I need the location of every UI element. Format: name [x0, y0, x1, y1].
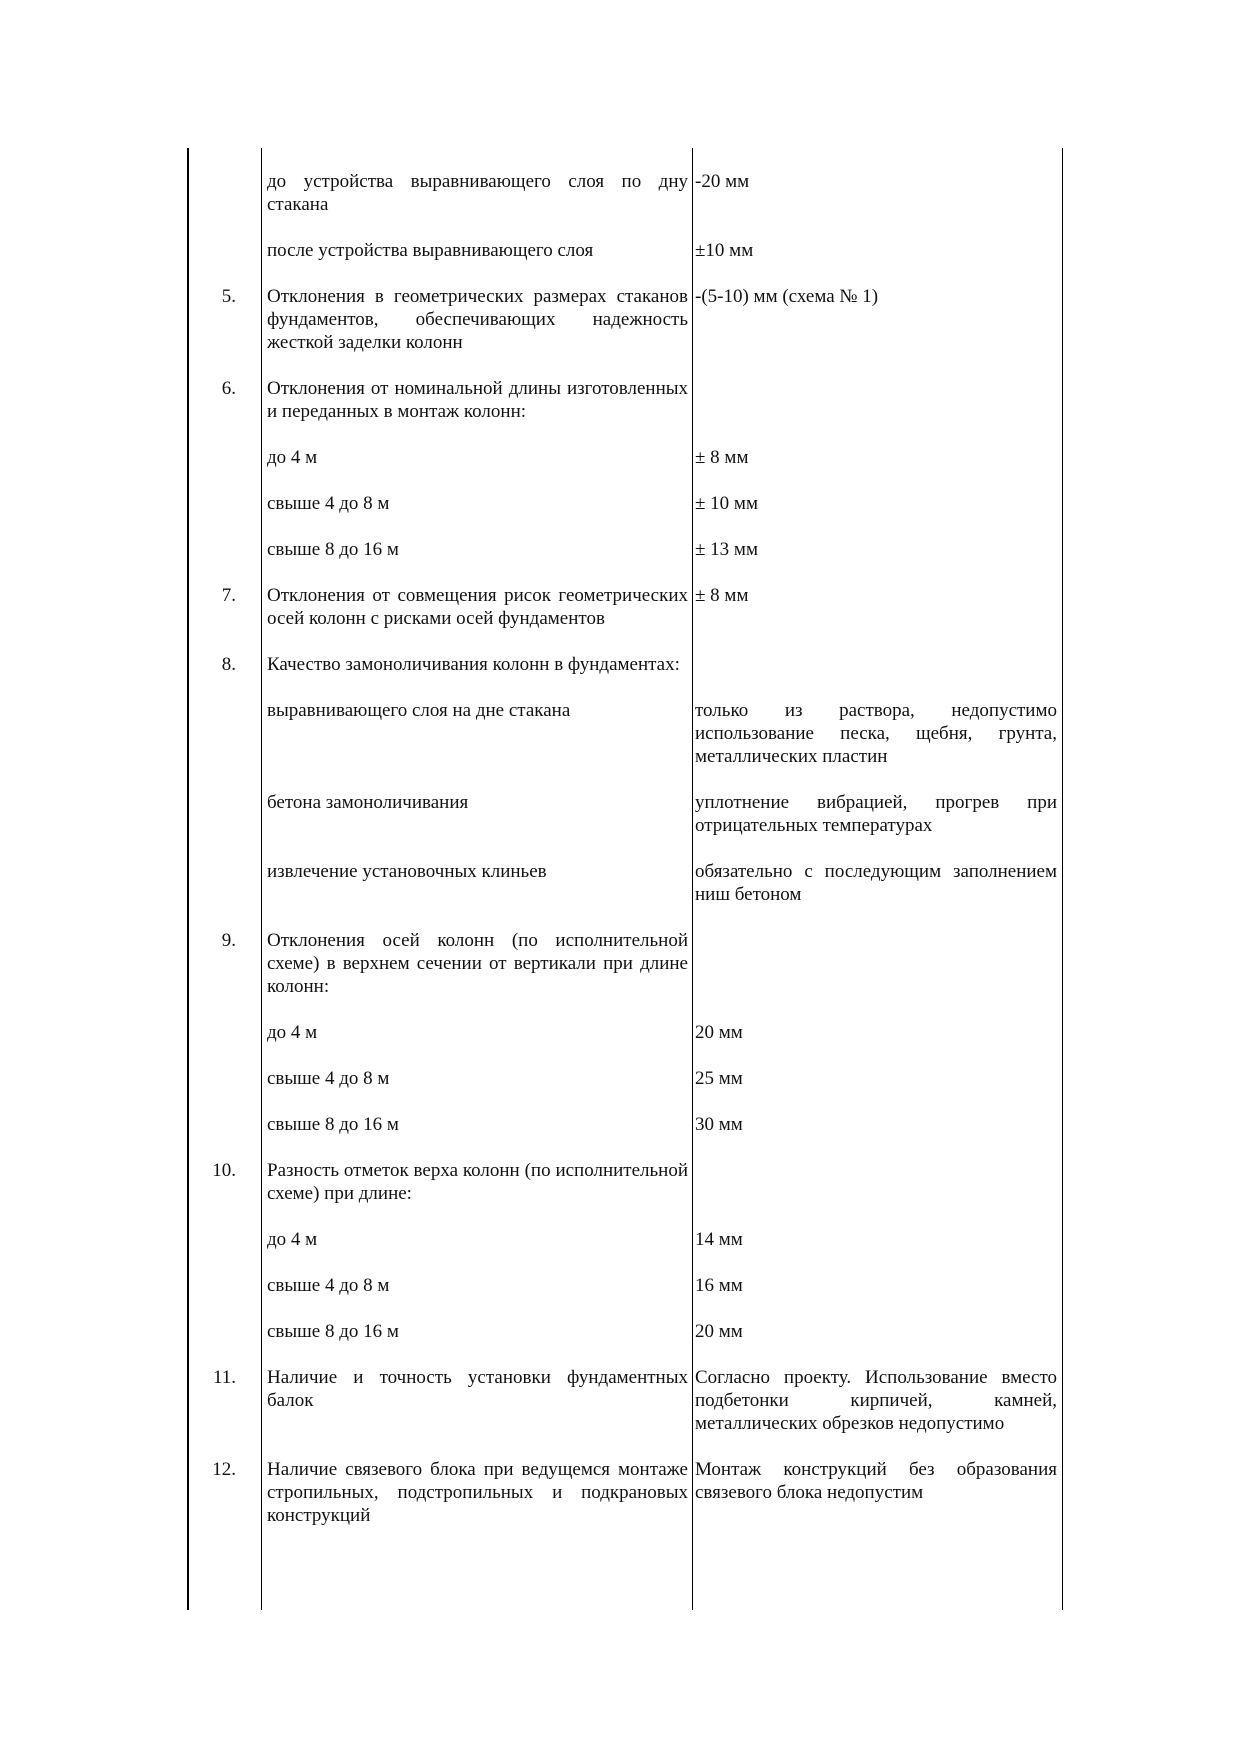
row-tolerance-value: 14 мм [695, 1229, 743, 1250]
table-row [0, 377, 1240, 423]
row-tolerance-value: 30 мм [695, 1114, 743, 1135]
row-description: до 4 м [267, 447, 318, 468]
row-description: Разность отметок верха колонн (по исполнительной схеме) при длине: [267, 1160, 688, 1204]
row-tolerance-value: 25 мм [695, 1068, 743, 1089]
row-description: после устройства выравнивающего слоя [267, 240, 594, 261]
row-description: до устройства выравнивающего слоя по дну стакана [267, 171, 688, 215]
row-description: Отклонения осей колонн (по исполнительной схеме) в верхнем сечении от вертикали при длине колонн: [267, 930, 688, 997]
table-row [0, 699, 1240, 768]
row-description: свыше 8 до 16 м [267, 539, 399, 560]
row-description: Качество замоноличивания колонн в фундаментах: [267, 654, 680, 675]
row-tolerance-value: ± 8 мм [695, 585, 749, 606]
row-description: до 4 м [267, 1022, 318, 1043]
row-description: выравнивающего слоя на дне стакана [267, 700, 571, 721]
row-number: 9. [221, 930, 236, 951]
row-number: 5. [221, 286, 236, 307]
row-tolerance-value: уплотнение вибрацией, прогрев при отрицательных температурах [695, 792, 1057, 836]
row-tolerance-value: 16 мм [695, 1275, 743, 1296]
table-row [0, 285, 1240, 354]
row-tolerance-value: ± 13 мм [695, 539, 758, 560]
row-tolerance-value: ±10 мм [695, 240, 754, 261]
table-row [0, 1113, 1240, 1136]
table-row [0, 1021, 1240, 1044]
row-number: 6. [221, 378, 236, 399]
table-row [0, 1458, 1240, 1527]
row-description: свыше 4 до 8 м [267, 1068, 390, 1089]
table-row [0, 1366, 1240, 1435]
table-row [0, 239, 1240, 262]
row-number: 11. [212, 1367, 236, 1388]
row-description: извлечение установочных клиньев [267, 861, 547, 882]
row-description: Отклонения в геометрических размерах стаканов фундаментов, обеспечивающих надежность жесткой заделки колонн [267, 286, 688, 353]
row-tolerance-value: -20 мм [695, 171, 750, 192]
row-tolerance-value: Монтаж конструкций без образования связевого блока недопустим [695, 1459, 1057, 1503]
table-row [0, 653, 1240, 676]
table-row [0, 1159, 1240, 1205]
row-number: 7. [221, 585, 236, 606]
row-tolerance-value: ± 10 мм [695, 493, 758, 514]
table-row [0, 1274, 1240, 1297]
table-row [0, 1320, 1240, 1343]
row-description: Наличие связевого блока при ведущемся монтаже стропильных, подстропильных и подкрановых конструкций [267, 1459, 688, 1526]
table-row [0, 929, 1240, 998]
row-number: 10. [212, 1160, 236, 1181]
row-number: 12. [212, 1459, 236, 1480]
row-tolerance-value: только из раствора, недопустимо использование песка, щебня, грунта, металлических пластин [695, 700, 1057, 767]
table-row [0, 492, 1240, 515]
row-tolerance-value: 20 мм [695, 1321, 743, 1342]
row-description: свыше 8 до 16 м [267, 1114, 399, 1135]
row-description: Отклонения от номинальной длины изготовленных и переданных в монтаж колонн: [267, 378, 688, 422]
table-row [0, 791, 1240, 837]
row-description: Наличие и точность установки фундаментных балок [267, 1367, 688, 1411]
table-row [0, 860, 1240, 906]
row-tolerance-value: -(5-10) мм (схема № 1) [695, 286, 879, 307]
table-row [0, 170, 1240, 216]
table-row [0, 446, 1240, 469]
row-description: свыше 4 до 8 м [267, 1275, 390, 1296]
row-tolerance-value: обязательно с последующим заполнением ниш бетоном [695, 861, 1057, 905]
row-description: свыше 4 до 8 м [267, 493, 390, 514]
row-number: 8. [221, 654, 236, 675]
row-description: бетона замоноличивания [267, 792, 469, 813]
table-row [0, 538, 1240, 561]
table-row [0, 1067, 1240, 1090]
row-tolerance-value: Согласно проекту. Использование вместо подбетонки кирпичей, камней, металлических обрезков недопустимо [695, 1367, 1057, 1434]
row-tolerance-value: 20 мм [695, 1022, 743, 1043]
row-description: Отклонения от совмещения рисок геометрических осей колонн с рисками осей фундаментов [267, 585, 688, 629]
table-row [0, 1228, 1240, 1251]
requirements-table [0, 170, 1240, 1550]
row-description: до 4 м [267, 1229, 318, 1250]
row-tolerance-value: ± 8 мм [695, 447, 749, 468]
row-description: свыше 8 до 16 м [267, 1321, 399, 1342]
table-row [0, 584, 1240, 630]
